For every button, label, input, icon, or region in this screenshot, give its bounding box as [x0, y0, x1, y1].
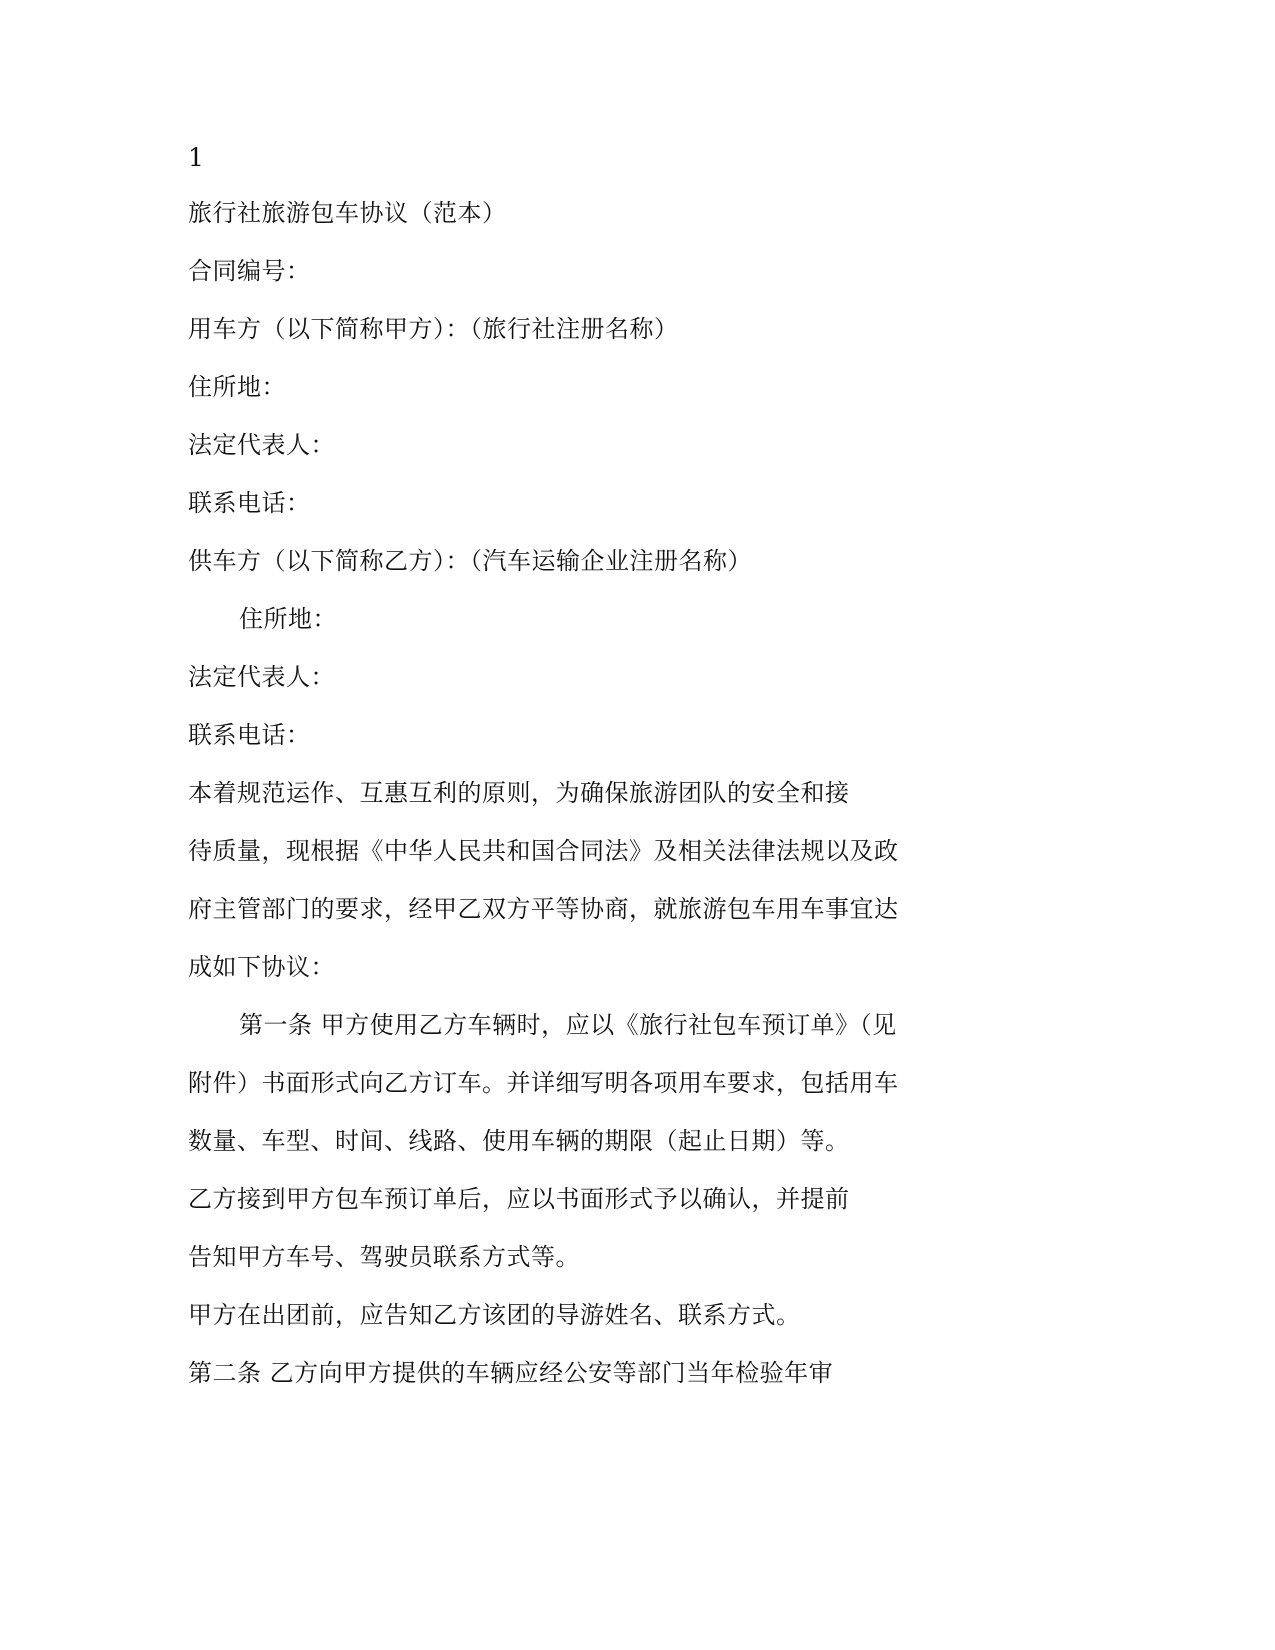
- preamble-line: 府主管部门的要求，经甲乙双方平等协商，就旅游包车用车事宜达: [188, 895, 899, 923]
- party-b-name: 供车方（以下简称乙方）：（汽车运输企业注册名称）: [188, 547, 752, 575]
- party-b-address: 住所地：: [239, 605, 337, 633]
- preamble-line: 待质量，现根据《中华人民共和国合同法》及相关法律法规以及政: [188, 837, 899, 865]
- party-a-address: 住所地：: [188, 373, 286, 401]
- article1-line: 乙方接到甲方包车预订单后，应以书面形式予以确认，并提前: [188, 1185, 850, 1213]
- party-a-legal-rep: 法定代表人：: [188, 431, 335, 459]
- page-number: 1: [188, 143, 205, 172]
- article2-line: 第二条 乙方向甲方提供的车辆应经公安等部门当年检验年审: [188, 1359, 834, 1387]
- preamble-line: 本着规范运作、互惠互利的原则，为确保旅游团队的安全和接: [188, 779, 850, 807]
- preamble-line: 成如下协议：: [188, 953, 335, 981]
- party-b-legal-rep: 法定代表人：: [188, 663, 335, 691]
- party-a-name: 用车方（以下简称甲方）：（旅行社注册名称）: [188, 315, 679, 343]
- contract-number-label: 合同编号：: [188, 257, 311, 285]
- article1-line: 附件）书面形式向乙方订车。并详细写明各项用车要求，包括用车: [188, 1069, 899, 1097]
- article1-line: 数量、车型、时间、线路、使用车辆的期限（起止日期）等。: [188, 1127, 850, 1155]
- party-b-phone: 联系电话：: [188, 721, 311, 749]
- article1-line: 甲方在出团前，应告知乙方该团的导游姓名、联系方式。: [188, 1301, 801, 1329]
- article1-line: 告知甲方车号、驾驶员联系方式等。: [188, 1243, 580, 1271]
- article1-line: 第一条 甲方使用乙方车辆时，应以《旅行社包车预订单》（见: [239, 1011, 897, 1039]
- party-a-phone: 联系电话：: [188, 489, 311, 517]
- document-title: 旅行社旅游包车协议（范本）: [188, 199, 507, 227]
